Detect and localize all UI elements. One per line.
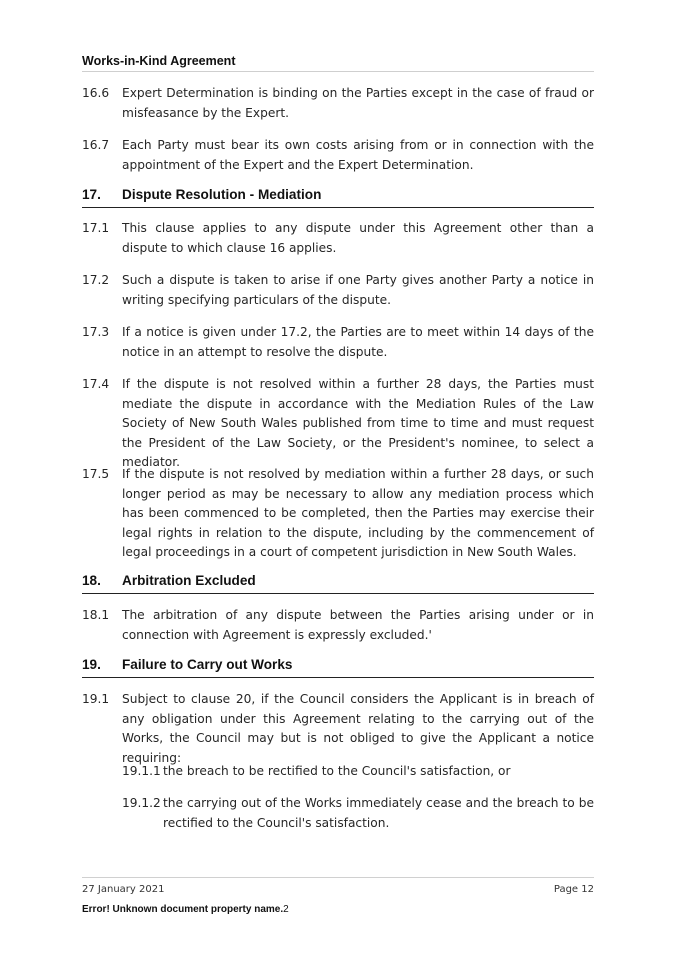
clause-text: The arbitration of any dispute between the Parties arising under or in connection with Agreement is expressly excluded.' [122,608,594,642]
clause-text: Such a dispute is taken to arise if one Party gives another Party a notice in writing specifying particulars of the dispute. [122,273,594,307]
clause-number: 17.1 [82,221,110,235]
section-number: 18. [82,573,101,588]
footer-page-number: Page 12 [553,884,594,895]
clause-17-3 [82,323,594,362]
clause-text: This clause applies to any dispute under this Agreement other than a dispute to which clause 16 applies. [122,221,594,255]
subclause-number: 19.1.1 [122,764,161,778]
footer-divider [82,877,594,878]
clause-18-1 [82,606,594,645]
clause-number: 18.1 [82,608,110,622]
section-title: Arbitration Excluded [122,573,256,588]
clause-number: 17.3 [82,325,110,339]
subclause-number: 19.1.2 [122,796,161,810]
clause-text: Subject to clause 20, if the Council considers the Applicant is in breach of any obligation under this Agreement relating to the carrying out of the Works, the Council may but is not obliged to give the Applicant a notice requiring: [122,692,594,765]
subclause-text: the breach to be rectified to the Council's satisfaction, or [163,764,511,778]
section-number: 19. [82,657,101,672]
clause-number: 16.7 [82,138,110,152]
section-number: 17. [82,187,101,202]
clause-number: 17.5 [82,467,110,481]
clause-17-5 [82,465,594,563]
subclause-19-1-1 [122,762,594,782]
section-heading-17 [82,187,594,208]
clause-19-1 [82,690,594,768]
document-header-title: Works-in-Kind Agreement [82,54,594,72]
section-title: Failure to Carry out Works [122,657,293,672]
section-heading-19 [82,657,594,678]
footer-property-error [82,904,289,915]
clause-17-1 [82,219,594,258]
clause-text: Each Party must bear its own costs arising from or in connection with the appointment of the Expert and the Expert Determination. [122,138,594,172]
subclause-text: the carrying out of the Works immediately cease and the breach to be rectified to the Council's satisfaction. [163,796,594,830]
clause-text: If a notice is given under 17.2, the Parties are to meet within 14 days of the notice in an attempt to resolve the dispute. [122,325,594,359]
footer-date: 27 January 2021 [82,884,165,895]
footer-error-text: Error! Unknown document property name. [82,904,284,915]
clause-number: 17.2 [82,273,110,287]
clause-text: If the dispute is not resolved within a further 28 days, the Parties must mediate the dispute in accordance with the Mediation Rules of the Law Society of New South Wales published from time to time and must request the President of the Law Society, or the President's nominee, to select a mediator. [122,377,594,469]
footer-error-suffix: 2 [283,904,289,915]
subclause-19-1-2 [122,794,594,833]
clause-17-2 [82,271,594,310]
clause-number: 17.4 [82,377,110,391]
clause-text: Expert Determination is binding on the Parties except in the case of fraud or misfeasance by the Expert. [122,86,594,120]
clause-16-7 [82,136,594,175]
section-heading-18 [82,573,594,594]
clause-number: 16.6 [82,86,110,100]
clause-16-6 [82,84,594,123]
section-title: Dispute Resolution - Mediation [122,187,322,202]
clause-number: 19.1 [82,692,110,706]
clause-17-4 [82,375,594,473]
clause-text: If the dispute is not resolved by mediation within a further 28 days, or such longer period as may be necessary to allow any mediation process which has been commenced to be completed, then the Parties may exercise their legal rights in relation to the dispute, including by the commencement of legal proceedings in a court of competent jurisdiction in New South Wales. [122,467,594,559]
